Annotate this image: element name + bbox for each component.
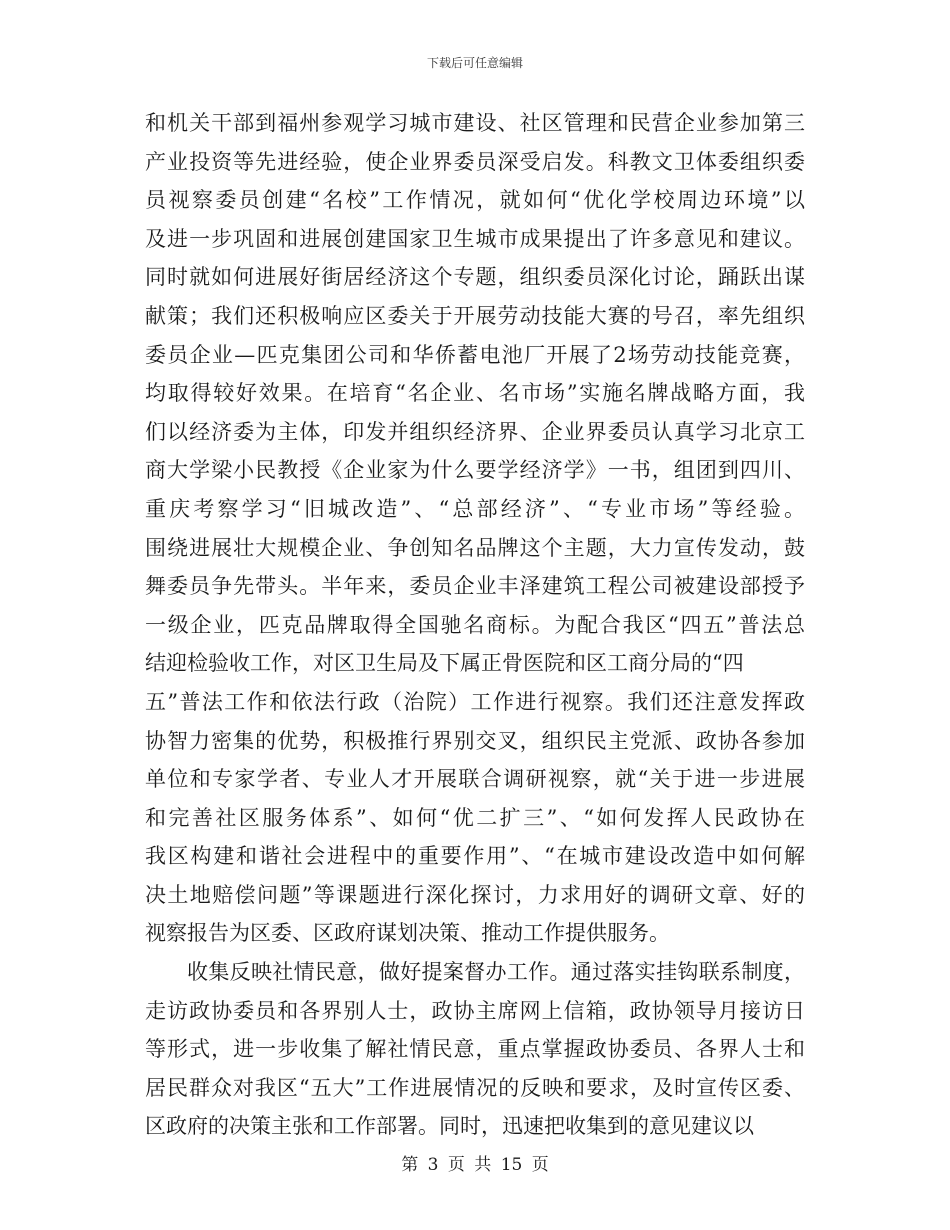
text-line: 单位和专家学者、专业人才开展联合调研视察，就“关于进一步进展 [145,767,805,792]
text-line: 和完善社区服务体系”、如何“优二扩三”、“如何发挥人民政协在 [145,805,805,830]
text-line: 区政府的决策主张和工作部署。同时，迅速把收集到的意见建议以 [145,1114,754,1139]
text-line: 们以经济委为主体，印发并组织经济界、企业界委员认真学习北京工 [145,419,805,444]
text-line: 同时就如何进展好街居经济这个专题，组织委员深化讨论，踊跃出谋 [145,265,805,290]
text-line: 我区构建和谐社会进程中的重要作用”、“在城市建设改造中如何解 [145,844,805,869]
text-line: 围绕进展壮大规模企业、争创知名品牌这个主题，大力宣传发动，鼓 [145,535,805,560]
text-line: 走访政协委员和各界别人士，政协主席网上信箱，政协领导月接访日 [145,998,805,1023]
text-line: 产业投资等先进经验，使企业界委员深受启发。科教文卫体委组织委 [145,149,805,174]
document-body [145,104,805,1146]
paragraph-start-line: 收集反映社情民意，做好提案督办工作。通过落实挂钩联系制度， [187,960,805,985]
text-line: 委员企业—匹克集团公司和华侨蓄电池厂开展了2场劳动技能竞赛， [145,342,805,367]
text-line: 及进一步巩固和进展创建国家卫生城市成果提出了许多意见和建议。 [145,226,805,251]
text-line: 均取得较好效果。在培育“名企业、名市场”实施名牌战略方面，我 [145,381,805,406]
text-line: 决土地赔偿问题”等课题进行深化探讨，力求用好的调研文章、好的 [145,882,805,907]
paragraph-end-line: 视察报告为区委、区政府谋划决策、推动工作提供服务。 [145,921,670,946]
text-line: 协智力密集的优势，积极推行界别交叉，组织民主党派、政协各参加 [145,728,805,753]
text-line: 和机关干部到福州参观学习城市建设、社区管理和民营企业参加第三 [145,111,805,135]
page-number-footer: 第 3 页 共 15 页 [401,1155,549,1175]
text-line: 员视察委员创建“名校”工作情况，就如何“优化学校周边环境”以 [145,188,805,213]
text-line: 商大学梁小民教授《企业家为什么要学经济学》一书，组团到四川、 [145,458,805,483]
text-line: 居民群众对我区“五大”工作进展情况的反映和要求，及时宣传区委、 [145,1075,805,1100]
page-header: 下载后可任意编辑 [426,56,523,70]
text-line: 五”普法工作和依法行政（治院）工作进行视察。我们还注意发挥政 [145,689,805,714]
text-line: 等形式，进一步收集了解社情民意，重点掌握政协委员、各界人士和 [145,1037,805,1062]
text-line: 献策；我们还积极响应区委关于开展劳动技能大赛的号召，率先组织 [145,303,805,328]
text-line: 一级企业，匹克品牌取得全国驰名商标。为配合我区“四五”普法总 [145,612,805,637]
text-line: 结迎检验收工作，对区卫生局及下属正骨医院和区工商分局的“四 [145,651,744,676]
text-line: 重庆考察学习“旧城改造”、“总部经济”、“专业市场”等经验。 [145,496,805,521]
text-line: 舞委员争先带头。半年来，委员企业丰泽建筑工程公司被建设部授予 [145,574,805,599]
